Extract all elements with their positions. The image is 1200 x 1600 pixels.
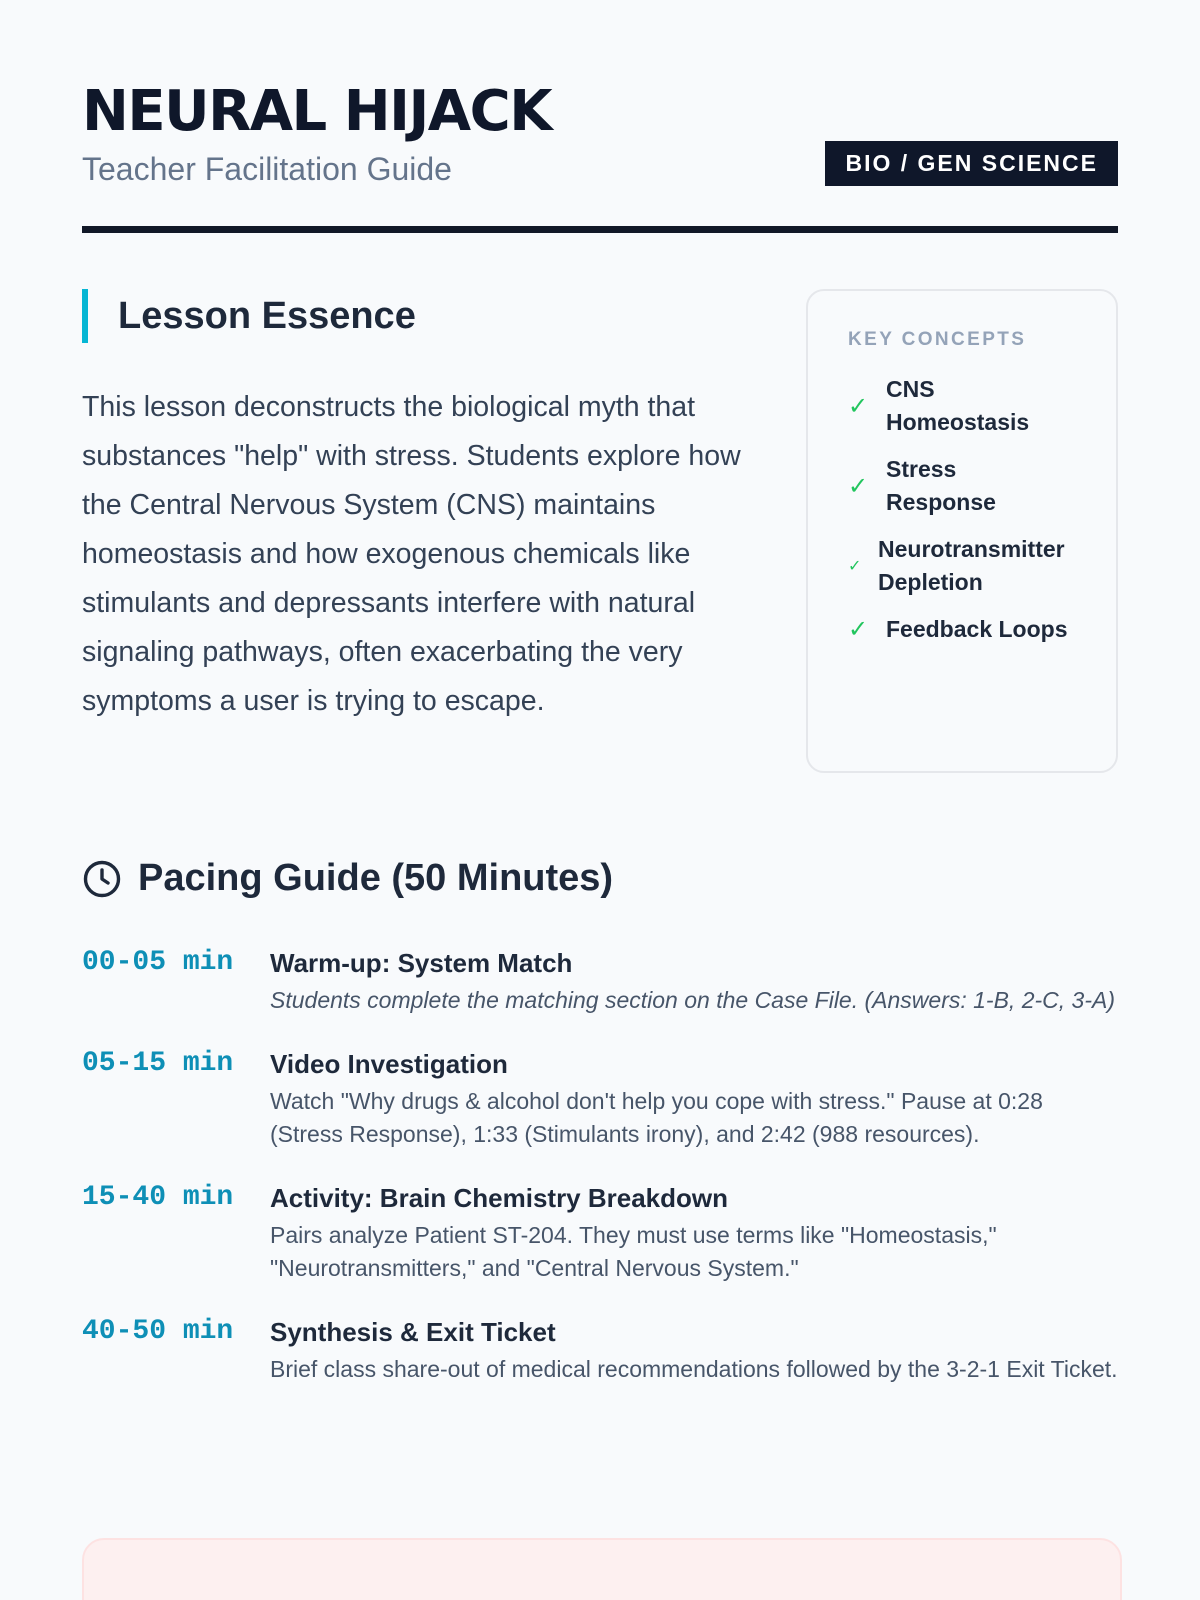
key-concept-item <box>848 453 1076 519</box>
pacing-guide-heading-label: Pacing Guide (50 Minutes) <box>138 857 614 900</box>
lesson-essence-heading: Lesson Essence <box>82 289 762 343</box>
pacing-guide-heading <box>82 857 1118 900</box>
key-concepts-label: KEY CONCEPTS <box>848 329 1027 351</box>
pacing-guide-section <box>82 857 1118 1386</box>
check-icon: ✓ <box>848 392 869 420</box>
key-concept-label: Stress Response <box>886 456 996 516</box>
step-description: Pairs analyze Patient ST-204. They must use terms like "Homeostasis," "Neurotransmitters," and "Central Nervous System." <box>270 1222 997 1282</box>
key-concept-label: CNS Homeostasis <box>886 376 1030 436</box>
check-icon: ✓ <box>848 472 869 500</box>
pacing-step <box>82 1181 1118 1285</box>
step-description: Students complete the matching section on the Case File. (Answers: 1-B, 2-C, 3-A) <box>270 987 1115 1014</box>
step-body <box>270 1181 1118 1285</box>
step-time: 15-40 min <box>82 1182 234 1214</box>
step-description: Watch "Why drugs & alcohol don't help you cope with stress." Pause at 0:28 (Stress Response), 1:33 (Stimulants irony), and 2:42 (988 resources). <box>270 1088 1043 1148</box>
step-title: Warm-up: System Match <box>270 948 573 979</box>
key-concept-item <box>848 533 1076 599</box>
step-title: Activity: Brain Chemistry Breakdown <box>270 1183 729 1214</box>
step-title: Video Investigation <box>270 1049 508 1080</box>
step-time: 05-15 min <box>82 1048 234 1080</box>
check-icon: ✓ <box>848 616 869 644</box>
page-title: NEURAL HIJACK <box>82 79 552 144</box>
subject-tag: BIO / GEN SCIENCE <box>825 141 1118 186</box>
step-body <box>270 1047 1118 1151</box>
pacing-step <box>82 1047 1118 1151</box>
pacing-timeline <box>82 946 1118 1386</box>
lesson-essence-section <box>82 289 1118 773</box>
step-body <box>270 946 1118 1017</box>
step-time: 40-50 min <box>82 1316 234 1348</box>
step-time: 00-05 min <box>82 947 234 979</box>
clock-icon <box>82 859 122 899</box>
header-titles <box>82 79 552 188</box>
step-body <box>270 1315 1118 1386</box>
pacing-step <box>82 946 1118 1017</box>
lesson-essence-text: This lesson deconstructs the biological myth that substances "help" with stress. Students explore how the Central Nervous System (CNS) maintains homeostasis and how exogenous chemicals like stimulants and depressants interfere with natural signaling pathways, often exacerbating the very symptoms a user is trying to escape. <box>82 391 741 718</box>
page-subtitle: Teacher Facilitation Guide <box>82 151 452 187</box>
pacing-step <box>82 1315 1118 1386</box>
check-icon: ✓ <box>848 557 862 575</box>
key-concept-item <box>848 613 1076 646</box>
key-concepts-card <box>806 289 1118 773</box>
key-concept-label: Feedback Loops <box>886 616 1068 643</box>
key-concept-item <box>848 373 1076 439</box>
page-header <box>82 79 1118 233</box>
step-description: Brief class share-out of medical recommendations followed by the 3-2-1 Exit Ticket. <box>270 1356 1118 1383</box>
lesson-essence-content <box>82 289 762 773</box>
step-title: Synthesis & Exit Ticket <box>270 1317 556 1348</box>
alert-callout-box <box>82 1538 1122 1600</box>
key-concept-label: Neurotransmitter Depletion <box>878 536 1065 596</box>
key-concepts-list <box>848 373 1076 646</box>
